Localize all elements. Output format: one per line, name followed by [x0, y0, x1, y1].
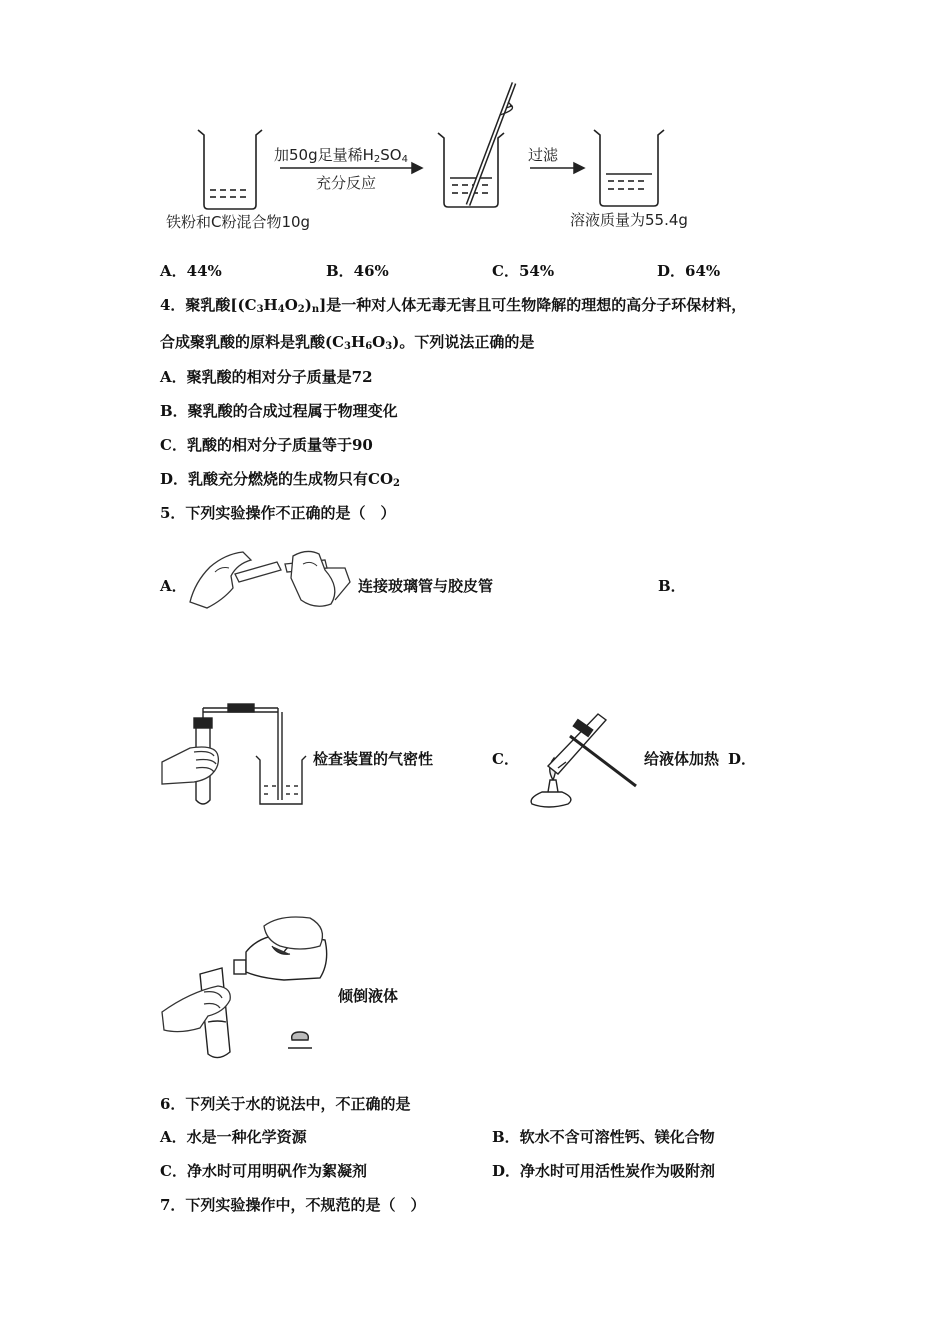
q3-option-b: B．46% — [326, 262, 389, 280]
q5-stem: 5．下列实验操作不正确的是（ ） — [160, 504, 396, 522]
heating-liquid-icon — [518, 710, 643, 810]
q5-option-d-letter: D． — [728, 750, 757, 768]
q5-option-d-caption: 倾倒液体 — [338, 987, 399, 1005]
q5-option-a-caption: 连接玻璃管与胶皮管 — [358, 577, 494, 595]
glass-rod-icon — [468, 83, 514, 205]
q5-option-c-caption: 给液体加热 — [644, 750, 720, 768]
q7-stem: 7．下列实验操作中，不规范的是（ ） — [160, 1196, 426, 1214]
beaker-1-icon — [198, 130, 262, 209]
step1-sublabel: 充分反应 — [316, 174, 377, 192]
end-label: 溶液质量为55.4g — [570, 211, 688, 229]
pouring-liquid-icon — [160, 912, 340, 1062]
beaker-3-icon — [594, 130, 664, 206]
q5-option-a-letter: A． — [160, 577, 187, 595]
q4-option-b: B．聚乳酸的合成过程属于物理变化 — [160, 402, 398, 420]
step2-label: 过滤 — [528, 146, 559, 164]
q4-option-d: D．乳酸充分燃烧的生成物只有$CO_2$ — [160, 470, 400, 489]
q3-figure — [160, 75, 720, 235]
q6-option-c: C．净水时可用明矾作为絮凝剂 — [160, 1162, 367, 1180]
q6-option-a: A．水是一种化学资源 — [160, 1128, 307, 1146]
q4-option-c: C．乳酸的相对分子质量等于90 — [160, 436, 373, 454]
q3-option-c: C．54% — [492, 262, 555, 280]
q4-stem-line2: 合成聚乳酸的原料是乳酸$(C_3H_6O_3)$。下列说法正确的是 — [160, 333, 535, 352]
start-label: 铁粉和C粉混合物10g — [166, 213, 311, 231]
q4-option-a: A．聚乳酸的相对分子质量是72 — [160, 368, 373, 386]
hands-connecting-tube-icon — [185, 542, 355, 617]
q3-option-d: D．64% — [657, 262, 721, 280]
q5-option-b-letter: B． — [658, 577, 686, 595]
q6-stem: 6．下列关于水的说法中，不正确的是 — [160, 1095, 411, 1113]
q5-option-c-letter: C． — [492, 750, 519, 768]
airtightness-apparatus-icon — [160, 700, 310, 810]
q3-option-a: A．44% — [160, 262, 222, 280]
q6-option-b: B．软水不含可溶性钙、镁化合物 — [492, 1128, 715, 1146]
q5-option-b-caption: 检查装置的气密性 — [313, 750, 434, 768]
q6-option-d: D．净水时可用活性炭作为吸附剂 — [492, 1162, 716, 1180]
step1-label: 加50g足量稀$H_2SO_4$ — [274, 146, 408, 165]
q4-stem-line1: 4．聚乳酸$[(C_3H_4O_2)_n]$是一种对人体无毒无害且可生物降解的理想的高分子环保材料， — [160, 296, 747, 315]
